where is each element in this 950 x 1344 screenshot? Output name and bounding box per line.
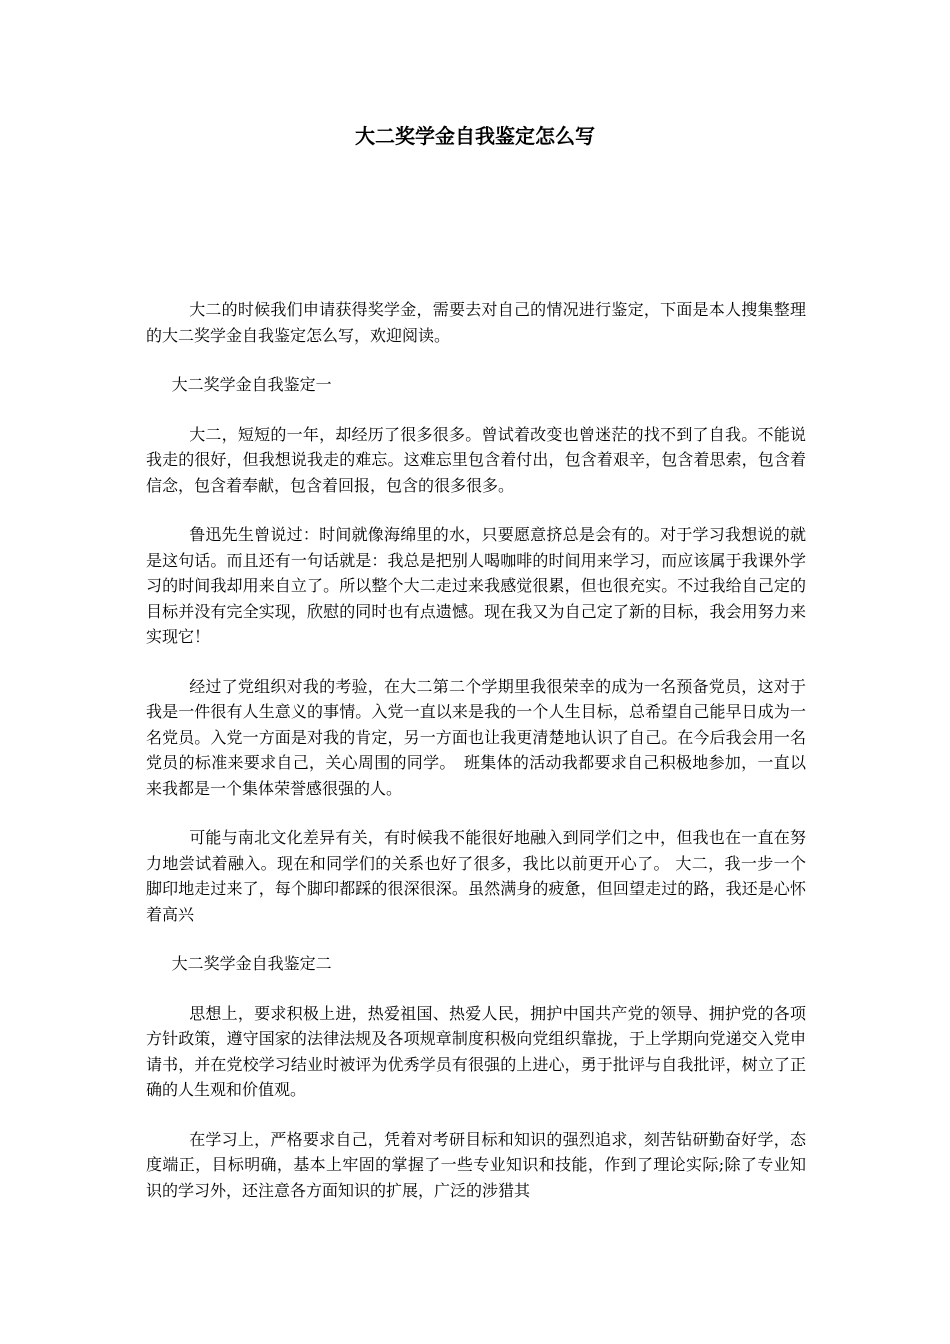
intro-paragraph: 大二的时候我们申请获得奖学金，需要去对自己的情况进行鉴定，下面是本人搜集整理的大二奖学金自我鉴定怎么写，欢迎阅读。	[146, 300, 806, 345]
paragraph: 大二，短短的一年，却经历了很多很多。曾试着改变也曾迷茫的找不到了自我。不能说我走的很好，但我想说我走的难忘。这难忘里包含着付出，包含着艰辛，包含着思索，包含着信念，包含着奉献，包含着回报，包含的很多很多。	[146, 424, 806, 495]
document-body	[146, 297, 806, 1227]
document-title: 大二奖学金自我鉴定怎么写	[355, 124, 595, 148]
paragraph: 可能与南北文化差异有关，有时候我不能很好地融入到同学们之中，但我也在一直在努力地尝试着融入。现在和同学们的关系也好了很多，我比以前更开心了。 大二，我一步一个脚印地走过来了，每个脚印都踩的很深很深。虽然满身的疲惫，但回望走过的路，我还是心怀着高兴	[146, 828, 806, 924]
paragraph: 在学习上，严格要求自己，凭着对考研目标和知识的强烈追求，刻苦钻研勤奋好学，态度端正，目标明确，基本上牢固的掌握了一些专业知识和技能，作到了理论实际;除了专业知识的学习外，还注意各方面知识的扩展，广泛的涉猎其	[146, 1129, 806, 1200]
section-heading-one: 大二奖学金自我鉴定一	[171, 375, 332, 394]
paragraph: 鲁迅先生曾说过：时间就像海绵里的水，只要愿意挤总是会有的。对于学习我想说的就是这句话。而且还有一句话就是：我总是把别人喝咖啡的时间用来学习，而应该属于我课外学习的时间我却用来自立了。所以整个大二走过来我感觉很累，但也很充实。不过我给自己定的目标并没有完全实现，欣慰的同时也有点遗憾。现在我又为自己定了新的目标，我会用努力来实现它！	[146, 525, 806, 646]
paragraph: 经过了党组织对我的考验，在大二第二个学期里我很荣幸的成为一名预备党员，这对于我是一件很有人生意义的事情。入党一直以来是我的一个人生目标，总希望自己能早日成为一名党员。入党一方面是对我的肯定，另一方面也让我更清楚地认识了自己。在今后我会用一名党员的标准来要求自己，关心周围的同学。 班集体的活动我都要求自己积极地参加，一直以来我都是一个集体荣誉感很强的人。	[146, 676, 806, 798]
paragraph: 思想上，要求积极上进，热爱祖国、热爱人民，拥护中国共产党的领导、拥护党的各项方针政策，遵守国家的法律法规及各项规章制度积极向党组织靠拢，于上学期向党递交入党申请书，并在党校学习结业时被评为优秀学员有很强的上进心，勇于批评与自我批评，树立了正确的人生观和价值观。	[146, 1003, 806, 1099]
section-heading-two: 大二奖学金自我鉴定二	[171, 954, 332, 973]
